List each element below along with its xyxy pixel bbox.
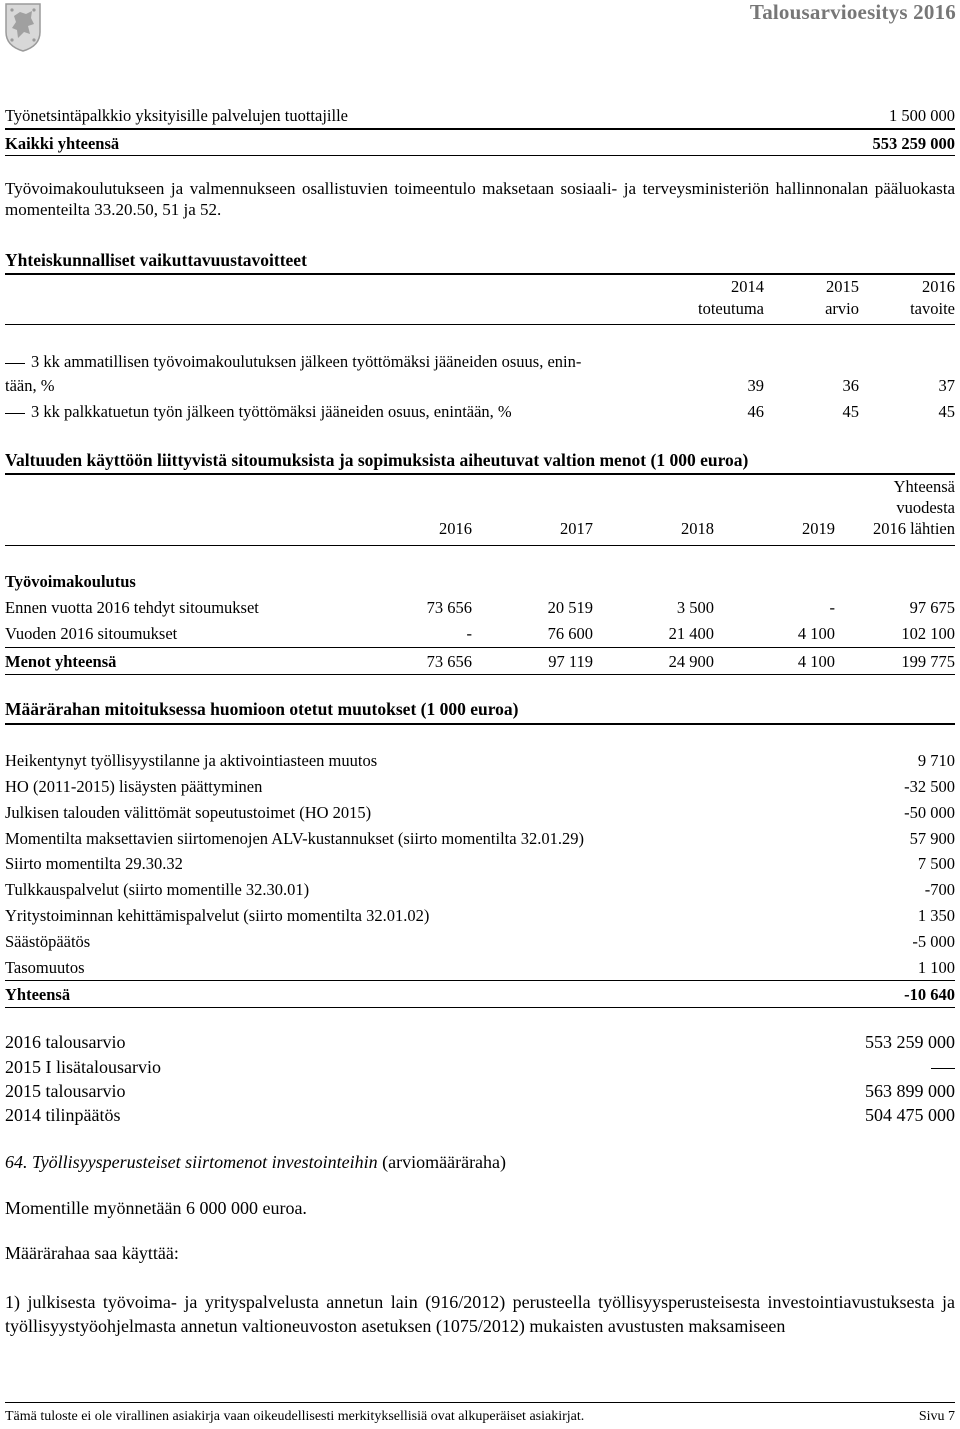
footer-disclaimer: Tämä tuloste ei ole virallinen asiakirja vaan oikeudellisesti merkityksellisiä ovat alkuperäiset asiakirjat. (5, 1409, 585, 1424)
divider (5, 647, 955, 648)
budget-row (5, 1104, 955, 1126)
table-row (5, 958, 955, 978)
cell-value: - (829, 598, 835, 617)
header-line: vuodesta (896, 498, 955, 517)
table-row (5, 751, 955, 771)
impact-section-title: Yhteiskunnalliset vaikuttavuustavoitteet (5, 250, 307, 270)
divider (5, 128, 955, 130)
row-label: 2015 talousarvio (5, 1081, 126, 1101)
row-label: Yhteensä (5, 985, 71, 1004)
column-header (910, 277, 955, 319)
row-value: -10 640 (904, 985, 955, 1004)
row-label: 3 kk palkkatuetun työn jälkeen työttömäksi jääneiden osuus, enintään, % (31, 402, 512, 421)
column-sub: tavoite (910, 299, 955, 318)
row-value: -32 500 (904, 777, 955, 796)
impact-row-continued (5, 376, 955, 396)
row-label: Kaikki yhteensä (5, 134, 120, 153)
header-line: 2016 lähtien (872, 519, 955, 538)
table-row (5, 932, 955, 952)
section-suffix: (arviomääräraha) (382, 1152, 507, 1172)
usage-paragraph: Määrärahaa saa käyttää: (5, 1243, 179, 1263)
table-row (5, 598, 955, 618)
budget-row (5, 1056, 955, 1078)
row-value: 9 710 (917, 751, 955, 770)
row-label: 2016 talousarvio (5, 1032, 126, 1052)
row-label: HO (2011-2015) lisäysten päättyminen (5, 777, 263, 796)
cell-value: 39 (747, 376, 764, 395)
row-label: Menot yhteensä (5, 652, 117, 671)
row-value: 7 500 (917, 854, 955, 873)
row-value: 504 475 000 (865, 1105, 955, 1125)
divider (5, 324, 955, 325)
column-header (825, 277, 859, 319)
row-label: Ennen vuotta 2016 tehdyt sitoumukset (5, 598, 259, 617)
divider (5, 155, 955, 156)
table-row (5, 854, 955, 874)
row-label: tään, % (5, 376, 55, 395)
cell-value: 4 100 (797, 624, 835, 643)
table-row (5, 906, 955, 926)
row-value: -700 (924, 880, 955, 899)
cell-value: 46 (747, 402, 764, 421)
row-label: Vuoden 2016 sitoumukset (5, 624, 178, 643)
column-year: 2015 (826, 277, 859, 296)
coat-of-arms-logo (4, 2, 42, 52)
row-value: 1 500 000 (889, 106, 955, 125)
section-heading (5, 1151, 955, 1173)
budget-row (5, 1080, 955, 1102)
cell-value: 45 (842, 402, 859, 421)
row-label: Heikentynyt työllisyystilanne ja aktivointiasteen muutos (5, 751, 378, 770)
row-value: -5 000 (912, 932, 955, 951)
row-label: Tulkkauspalvelut (siirto momentille 32.30.01) (5, 880, 310, 899)
column-header: 2017 (560, 519, 593, 538)
row-value: 57 900 (909, 829, 955, 848)
row-label: Momentilta maksettavien siirtomenojen ALV-kustannukset (siirto momentilta 32.01.29) (5, 829, 584, 848)
cell-value: 24 900 (668, 652, 714, 671)
divider (5, 980, 955, 981)
row-label: Säästöpäätös (5, 932, 91, 951)
cell-value: 97 675 (909, 598, 955, 617)
granted-paragraph: Momentille myönnetään 6 000 000 euroa. (5, 1198, 307, 1218)
divider (5, 674, 955, 675)
divider (5, 473, 955, 475)
dash-bullet (5, 363, 25, 364)
column-year: 2016 (922, 277, 955, 296)
page-number: Sivu 7 (918, 1409, 955, 1424)
row-value: 553 259 000 (872, 134, 955, 153)
table-row (5, 803, 955, 823)
table-row (5, 880, 955, 900)
row-label: 3 kk ammatillisen työvoimakoulutuksen jälkeen työttömäksi jääneiden osuus, enin- (31, 352, 582, 371)
row-value: 1 350 (917, 906, 955, 925)
cell-value: 37 (938, 376, 955, 395)
row-value (931, 1056, 955, 1078)
row-value: 553 259 000 (865, 1032, 955, 1052)
column-header: 2019 (802, 519, 835, 538)
cell-value: 73 656 (426, 598, 472, 617)
dash-placeholder (931, 1068, 955, 1069)
row-label: Siirto momentilta 29.30.32 (5, 854, 183, 873)
cell-value: 21 400 (668, 624, 714, 643)
row-label: Yritystoiminnan kehittämispalvelut (siirto momentilta 32.01.02) (5, 906, 430, 925)
cell-value: 102 100 (901, 624, 955, 643)
divider (5, 1007, 955, 1008)
column-header-total (873, 476, 955, 539)
cell-value: 76 600 (547, 624, 593, 643)
divider (5, 1402, 955, 1403)
page-footer (5, 1409, 955, 1425)
table-row (5, 106, 955, 126)
section-title: Työllisyysperusteiset siirtomenot investointeihin (32, 1152, 378, 1172)
group-heading: Työvoimakoulutus (5, 572, 136, 591)
cell-value: 199 775 (901, 652, 955, 671)
intro-paragraph: Työvoimakoulutukseen ja valmennukseen osallistuvien toimeentulo maksetaan sosiaali- ja terveysministeriön hallinnonalan pääluokasta momenteilta 33.20.50, 51 ja 52. (5, 179, 955, 219)
cell-value: 73 656 (426, 652, 472, 671)
budget-row (5, 1031, 955, 1053)
table-row-total (5, 985, 955, 1005)
divider (5, 273, 955, 275)
column-header: 2018 (681, 519, 714, 538)
row-value: 1 100 (917, 958, 955, 977)
column-header (698, 277, 764, 319)
table-row-total (5, 134, 955, 154)
row-label: Julkisen talouden välittömät sopeutustoimet (HO 2015) (5, 803, 372, 822)
impact-row (5, 402, 955, 422)
dash-bullet (5, 413, 25, 414)
column-year: 2014 (731, 277, 764, 296)
cell-value: - (466, 624, 472, 643)
cell-value: 3 500 (676, 598, 714, 617)
changes-section-title: Määrärahan mitoituksessa huomioon otetut muutokset (1 000 euroa) (5, 699, 519, 719)
row-label: Työnetsintäpalkkio yksityisille palvelujen tuottajille (5, 106, 348, 125)
row-label: 2014 tilinpäätös (5, 1105, 121, 1125)
row-label: 2015 I lisätalousarvio (5, 1057, 161, 1077)
table-row (5, 829, 955, 849)
impact-row (5, 352, 955, 372)
cell-value: 4 100 (797, 652, 835, 671)
cell-value: 36 (842, 376, 859, 395)
column-header: 2016 (439, 519, 472, 538)
section-number: 64. (5, 1152, 28, 1172)
row-label: Tasomuutos (5, 958, 85, 977)
column-sub: toteutuma (698, 299, 764, 318)
column-sub: arvio (825, 299, 859, 318)
document-header-title: Talousarvioesitys 2016 (749, 0, 956, 24)
cell-value: 20 519 (547, 598, 593, 617)
divider (5, 545, 955, 546)
row-value: 563 899 000 (865, 1081, 955, 1101)
usage-item-1: 1) julkisesta työvoima- ja yrityspalvelusta annetun lain (916/2012) perusteella työllisyysperusteisesta investointiavustuksesta ja työllisyystyöohjelmasta annetun valtioneuvoston asetuksen (1075/2012) mukaisten avustusten maksamiseen (5, 1292, 955, 1336)
commitments-section-title: Valtuuden käyttöön liittyvistä sitoumuksista ja sopimuksista aiheutuvat valtion menot (1 000 euroa) (5, 450, 749, 470)
table-row (5, 777, 955, 797)
cell-value: 45 (938, 402, 955, 421)
divider (5, 723, 955, 725)
cell-value: 97 119 (548, 652, 593, 671)
row-value: -50 000 (904, 803, 955, 822)
header-line: Yhteensä (893, 477, 955, 496)
